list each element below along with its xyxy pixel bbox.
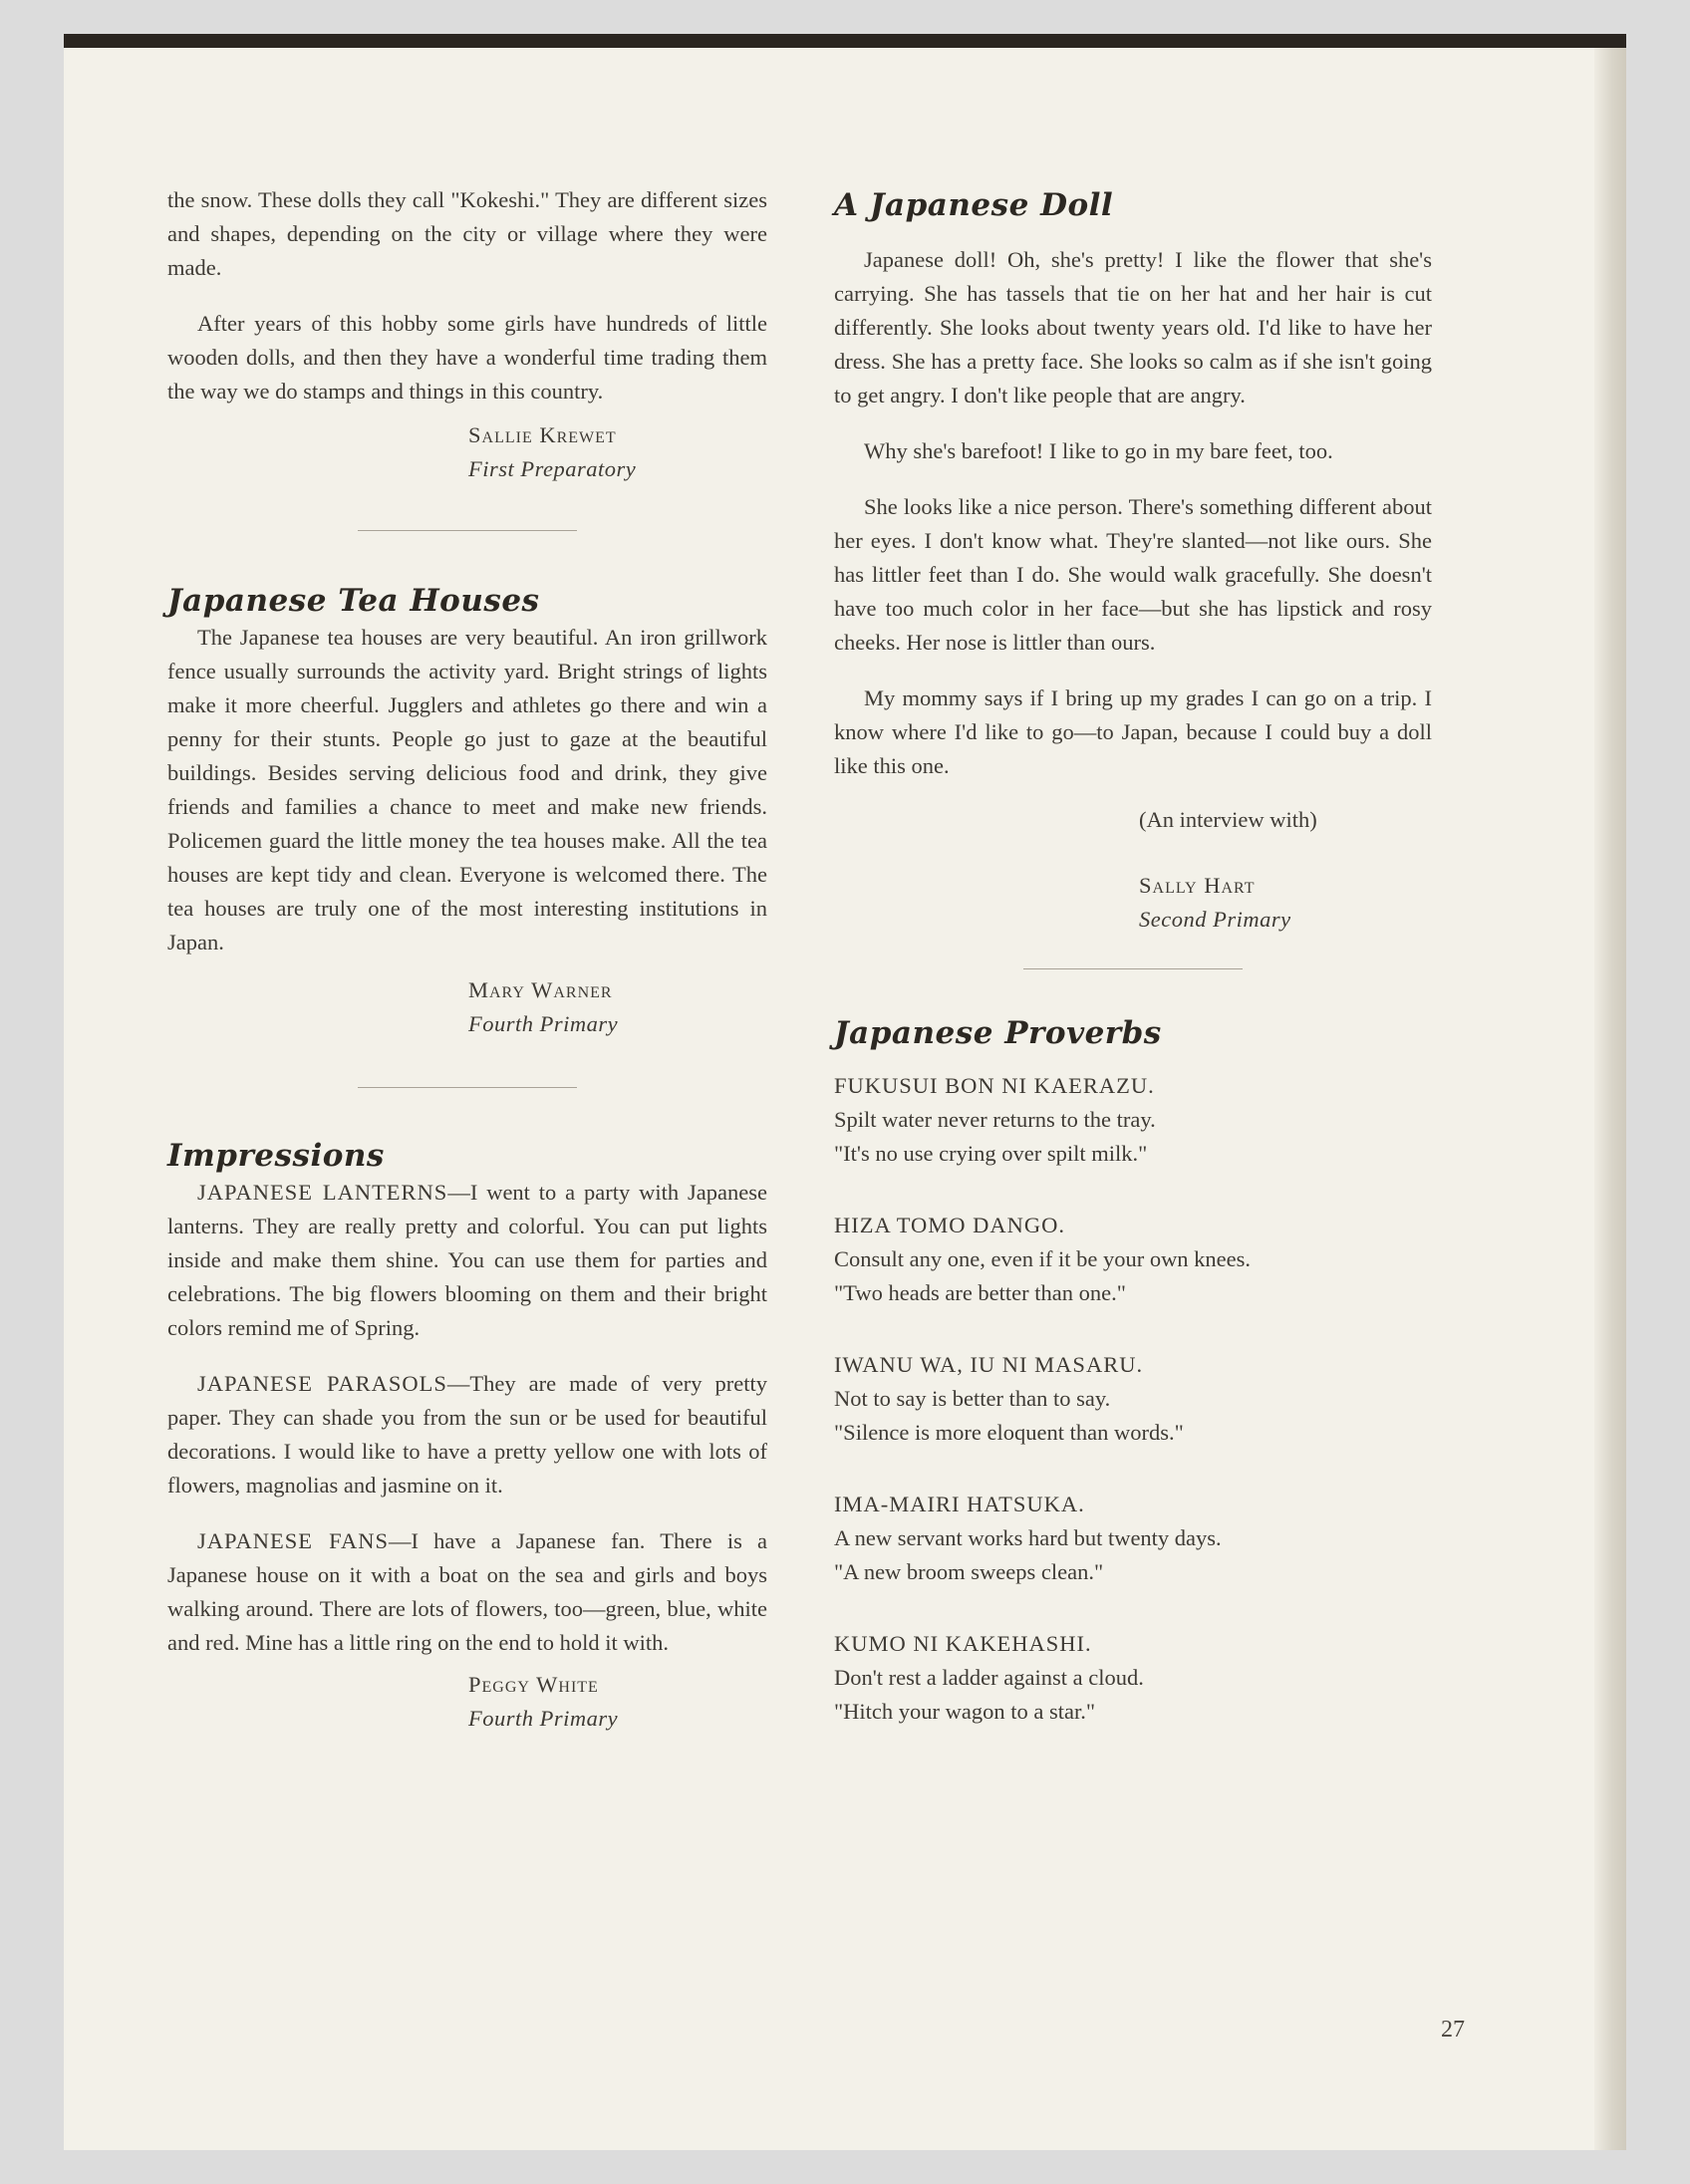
- proverb-japanese: IWANU WA, IU NI MASARU.: [834, 1352, 1144, 1377]
- section-divider: [358, 1087, 577, 1088]
- parasols-text: —They are made of very pretty paper. They can shade you from the sun or be used for beautiful decorations. I would like to have a pretty yellow one with lots of flowers, magnolias and jasmine on it.: [167, 1371, 767, 1498]
- signature-3: [167, 1668, 767, 1736]
- author-grade: Second Primary: [1139, 907, 1291, 932]
- parasols-heading: JAPANESE PARASOLS: [197, 1371, 447, 1396]
- page-spine-shadow: [1594, 48, 1626, 2150]
- proverb-japanese: FUKUSUI BON NI KAERAZU.: [834, 1073, 1155, 1098]
- proverbs-list: [834, 1069, 1432, 1729]
- proverb-equivalent: "Hitch your wagon to a star.": [834, 1699, 1096, 1724]
- proverb-japanese: IMA-MAIRI HATSUKA.: [834, 1492, 1085, 1516]
- author-name: Peggy White: [468, 1672, 599, 1697]
- author-grade: First Preparatory: [468, 456, 637, 481]
- fans-heading: JAPANESE FANS: [197, 1528, 389, 1553]
- proverb-item: [834, 1348, 1432, 1450]
- interview-note: (An interview with): [1139, 807, 1317, 832]
- page-number: 27: [1441, 2017, 1465, 2043]
- proverb-equivalent: "Silence is more eloquent than words.": [834, 1420, 1184, 1445]
- proverb-item: [834, 1627, 1432, 1729]
- fans-text: —I have a Japanese fan. There is a Japanese house on it with a boat on the sea and girls and boys walking around. There are lots of flowers, too—green, blue, white and red. Mine has a little ring on the end to hold it with.: [167, 1528, 767, 1655]
- signature-4: [834, 803, 1432, 937]
- proverb-item: [834, 1069, 1432, 1171]
- section-title-proverbs: Japanese Proverbs: [834, 1015, 1162, 1051]
- author-grade: Fourth Primary: [468, 1706, 619, 1731]
- signature-2: [167, 973, 767, 1041]
- proverb-japanese: KUMO NI KAKEHASHI.: [834, 1631, 1092, 1656]
- signature-1: [167, 418, 767, 486]
- proverb-equivalent: "It's no use crying over spilt milk.": [834, 1141, 1148, 1166]
- proverb-equivalent: "A new broom sweeps clean.": [834, 1559, 1104, 1584]
- doll-paragraph-1: Japanese doll! Oh, she's pretty! I like the flower that she's carrying. She has tassels that tie on her hat and her hair is cut differently. She looks about twenty years old. I'd like to have her dress. She has a pretty face. She looks so calm as if she isn't going to get angry. I don't like people that are angry.: [834, 247, 1432, 408]
- proverb-translation: Consult any one, even if it be your own knees.: [834, 1246, 1252, 1271]
- section-title-tea-houses: Japanese Tea Houses: [167, 583, 540, 619]
- intro-paragraph-2: After years of this hobby some girls have hundreds of little wooden dolls, and then they have a wonderful time trading them the way we do stamps and things in this country.: [167, 311, 767, 404]
- intro-paragraph-1: the snow. These dolls they call "Kokeshi." They are different sizes and shapes, depending on the city or village where they were made.: [167, 187, 767, 280]
- proverb-item: [834, 1488, 1432, 1589]
- fans-paragraph: [167, 1524, 767, 1660]
- author-name: Sallie Krewet: [468, 422, 617, 447]
- proverb-translation: Not to say is better than to say.: [834, 1386, 1111, 1411]
- author-name: Sally Hart: [1139, 873, 1256, 898]
- right-column: [834, 185, 1432, 1729]
- lanterns-paragraph: [167, 1176, 767, 1345]
- tea-houses-paragraph: The Japanese tea houses are very beautiful. An iron grillwork fence usually surrounds the activity yard. Bright strings of lights make it more cheerful. Jugglers and athletes go there and win a penny for their stunts. People go just to gaze at the beautiful buildings. Besides serving delicious food and drink, they give friends and families a chance to meet and make new friends. Policemen guard the little money the tea houses make. All the tea houses are kept tidy and clean. Everyone is welcomed there. The tea houses are truly one of the most interesting institutions in Japan.: [167, 625, 767, 955]
- parasols-paragraph: [167, 1367, 767, 1502]
- doll-paragraph-2: Why she's barefoot! I like to go in my bare feet, too.: [864, 438, 1333, 463]
- proverb-equivalent: "Two heads are better than one.": [834, 1280, 1126, 1305]
- proverb-item: [834, 1209, 1432, 1310]
- lanterns-heading: JAPANESE LANTERNS: [197, 1180, 448, 1205]
- section-title-impressions: Impressions: [167, 1138, 385, 1174]
- page-top-edge: [64, 34, 1626, 48]
- doll-paragraph-3: She looks like a nice person. There's something different about her eyes. I don't know what. They're slanted—not like ours. She has littler feet than I do. She would walk gracefully. She doesn't have too much color in her face—but she has lipstick and rosy cheeks. Her nose is littler than ours.: [834, 494, 1432, 655]
- proverb-translation: Spilt water never returns to the tray.: [834, 1107, 1156, 1132]
- proverb-japanese: HIZA TOMO DANGO.: [834, 1213, 1066, 1237]
- proverb-translation: Don't rest a ladder against a cloud.: [834, 1665, 1144, 1690]
- section-divider: [358, 530, 577, 531]
- section-divider: [1023, 968, 1243, 969]
- left-column: [167, 183, 767, 1736]
- doll-paragraph-4: My mommy says if I bring up my grades I can go on a trip. I know where I'd like to go—to Japan, because I could buy a doll like this one.: [834, 685, 1432, 778]
- author-name: Mary Warner: [468, 977, 613, 1002]
- section-title-japanese-doll: A Japanese Doll: [834, 187, 1114, 223]
- lanterns-text: —I went to a party with Japanese lanterns. They are really pretty and colorful. You can put lights inside and make them shine. You can use them for parties and celebrations. The big flowers blooming on them and their bright colors remind me of Spring.: [167, 1180, 767, 1340]
- proverb-translation: A new servant works hard but twenty days.: [834, 1525, 1222, 1550]
- author-grade: Fourth Primary: [468, 1011, 619, 1036]
